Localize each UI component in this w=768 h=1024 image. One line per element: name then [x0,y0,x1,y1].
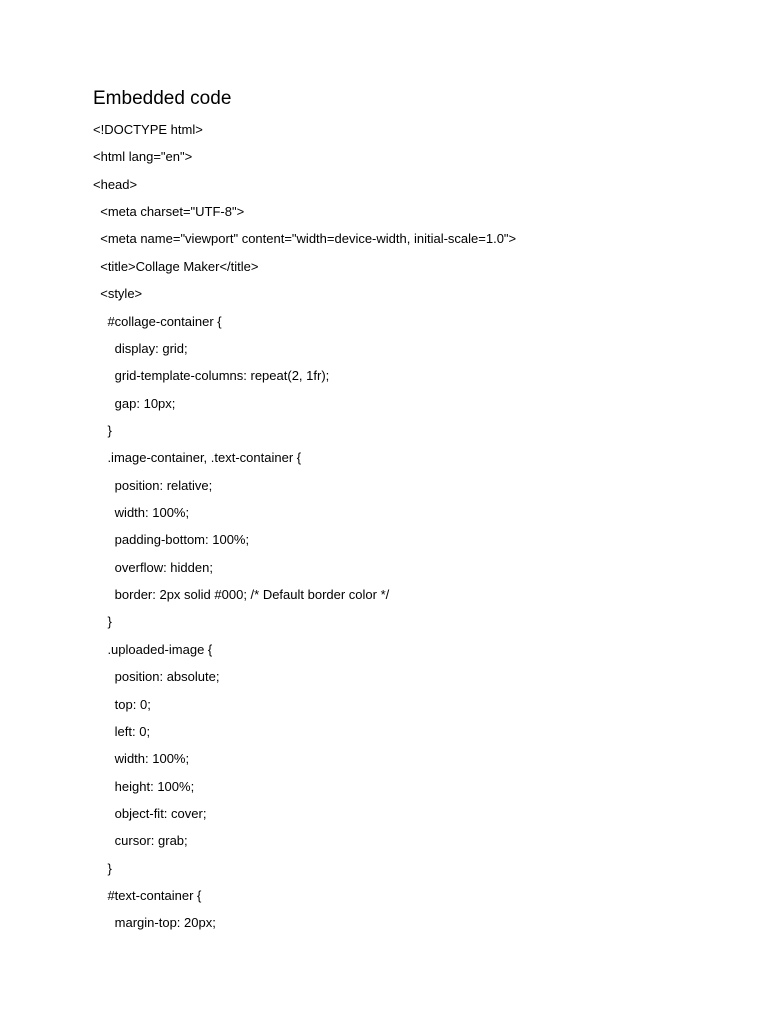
code-line: } [93,614,112,630]
code-line: } [93,422,112,438]
code-line: <meta name="viewport" content="width=device-width, initial-scale=1.0"> [93,231,517,247]
code-block [93,120,516,941]
code-line: top: 0; [93,696,151,712]
code-line: position: absolute; [93,669,220,685]
code-line: .uploaded-image { [93,641,213,657]
code-line: <style> [93,286,143,302]
code-line: position: relative; [93,477,213,493]
document-heading: Embedded code [93,88,232,109]
code-line: grid-template-columns: repeat(2, 1fr); [93,368,330,384]
code-line: padding-bottom: 100%; [93,532,250,548]
code-line: <meta charset="UTF-8"> [93,204,245,220]
code-line: object-fit: cover; [93,805,207,821]
code-line: .image-container, .text-container { [93,450,302,466]
code-line: } [93,860,112,876]
code-line: border: 2px solid #000; /* Default border color */ [93,587,390,603]
code-line: left: 0; [93,723,151,739]
code-line: width: 100%; [93,505,190,521]
code-line: cursor: grab; [93,833,188,849]
code-line: width: 100%; [93,751,190,767]
code-line: overflow: hidden; [93,559,213,575]
code-line: <html lang="en"> [93,149,193,165]
code-line: gap: 10px; [93,395,176,411]
code-line: margin-top: 20px; [93,915,216,931]
code-line: <title>Collage Maker</title> [93,258,259,274]
code-line: #text-container { [93,888,202,904]
code-line: height: 100%; [93,778,195,794]
code-line: <!DOCTYPE html> [93,122,203,137]
code-line: <head> [93,176,138,192]
code-line: #collage-container { [93,313,222,329]
code-line: display: grid; [93,340,188,356]
